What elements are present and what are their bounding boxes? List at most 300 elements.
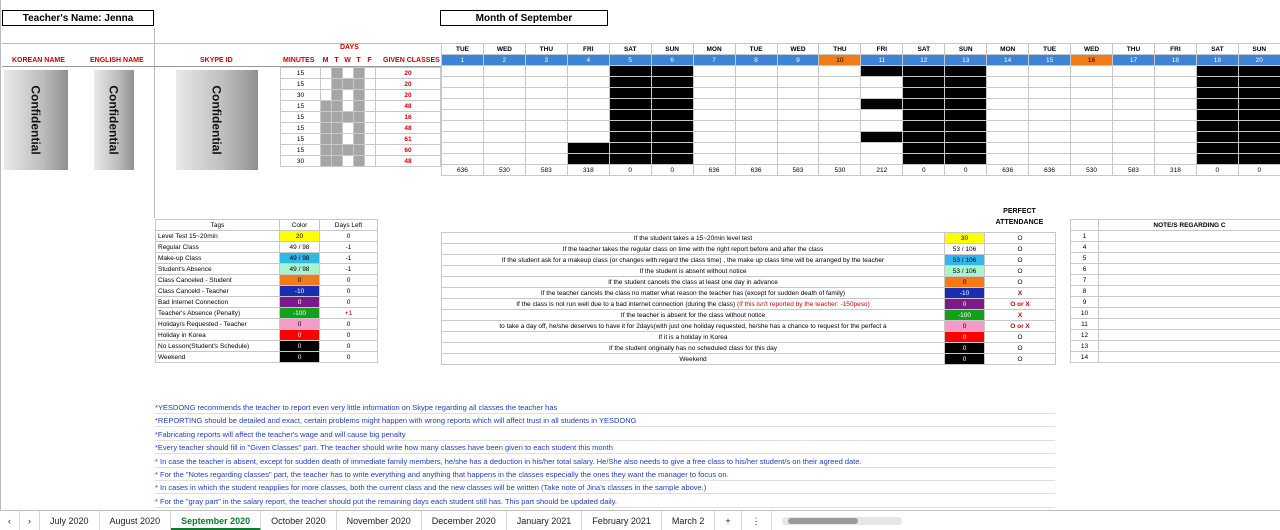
day-flag-cell[interactable] [354,68,365,79]
attendance-cell[interactable] [777,66,819,77]
attendance-cell[interactable] [1238,77,1280,88]
attendance-cell[interactable] [861,66,903,77]
total-cell: 583 [777,165,819,176]
attendance-cell[interactable] [735,143,777,154]
attendance-cell[interactable] [1113,88,1155,99]
day-flag-cell[interactable] [365,123,376,134]
attendance-cell[interactable] [1154,110,1196,121]
attendance-cell[interactable] [819,121,861,132]
attendance-cell[interactable] [1238,66,1280,77]
attendance-cell[interactable] [651,66,693,77]
day-flag-cell[interactable] [365,101,376,112]
attendance-cell[interactable] [693,121,735,132]
attendance-cell[interactable] [861,88,903,99]
attendance-cell[interactable] [651,77,693,88]
total-cell: 0 [1196,165,1238,176]
attendance-cell[interactable] [777,132,819,143]
attendance-cell[interactable] [735,88,777,99]
attendance-cell[interactable] [903,77,945,88]
attendance-cell[interactable] [693,99,735,110]
attendance-cell[interactable] [903,143,945,154]
attendance-cell[interactable] [609,88,651,99]
attendance-cell[interactable] [1071,121,1113,132]
minutes-cell[interactable]: 30 [281,90,321,101]
minutes-cell[interactable]: 15 [281,101,321,112]
day-flag-cell[interactable] [332,156,343,167]
note-number: 5 [1071,253,1099,264]
attendance-cell[interactable] [525,132,567,143]
day-flag-cell[interactable] [365,68,376,79]
attendance-cell[interactable] [1196,110,1238,121]
attendance-cell[interactable] [945,88,987,99]
day-flag-cell[interactable] [332,112,343,123]
attendance-cell[interactable] [861,121,903,132]
day-flag-cell[interactable] [365,79,376,90]
attendance-cell[interactable] [1029,66,1071,77]
given-classes-cell[interactable]: 48 [376,101,441,112]
day-flag-cell[interactable] [365,145,376,156]
attendance-cell[interactable] [525,143,567,154]
attendance-cell[interactable] [1238,88,1280,99]
attendance-cell[interactable] [1071,154,1113,165]
day-flag-cell[interactable] [365,156,376,167]
attendance-cell[interactable] [1113,77,1155,88]
attendance-cell[interactable] [735,132,777,143]
attendance-cell[interactable] [1154,77,1196,88]
note-cell[interactable] [1099,242,1280,253]
attendance-cell[interactable] [1196,143,1238,154]
given-classes-cell[interactable]: 60 [376,145,441,156]
attendance-cell[interactable] [1154,154,1196,165]
attendance-cell[interactable] [987,132,1029,143]
day-flag-cell[interactable] [321,123,332,134]
attendance-cell[interactable] [483,110,525,121]
attendance-cell[interactable] [1071,143,1113,154]
calendar-row [442,154,1280,165]
attendance-cell[interactable] [903,66,945,77]
attendance-cell[interactable] [861,132,903,143]
note-cell[interactable] [1099,297,1280,308]
attendance-cell[interactable] [1238,110,1280,121]
attendance-cell[interactable] [525,110,567,121]
attendance-cell[interactable] [483,88,525,99]
attendance-cell[interactable] [483,121,525,132]
attendance-cell[interactable] [1113,121,1155,132]
day-flag-cell[interactable] [365,112,376,123]
attendance-cell[interactable] [819,110,861,121]
attendance-cell[interactable] [777,110,819,121]
sheet-tab[interactable]: July 2020 [40,511,100,530]
sheet-tab[interactable]: January 2021 [507,511,583,530]
attendance-cell[interactable] [945,121,987,132]
day-flag-cell[interactable] [354,112,365,123]
minutes-cell[interactable]: 15 [281,68,321,79]
attendance-cell[interactable] [945,110,987,121]
given-classes-cell[interactable]: 20 [376,68,441,79]
day-flag-cell[interactable] [354,101,365,112]
attendance-cell[interactable] [651,88,693,99]
attendance-cell[interactable] [609,121,651,132]
attendance-cell[interactable] [1071,132,1113,143]
note-cell[interactable] [1099,319,1280,330]
sheet-tab[interactable]: December 2020 [422,511,507,530]
attendance-cell[interactable] [1071,99,1113,110]
attendance-cell[interactable] [1154,132,1196,143]
day-flag-cell[interactable] [343,101,354,112]
attendance-cell[interactable] [651,99,693,110]
day-flag-cell[interactable] [321,101,332,112]
attendance-cell[interactable] [735,121,777,132]
attendance-cell[interactable] [693,132,735,143]
note-number: 7 [1071,275,1099,286]
attendance-cell[interactable] [483,99,525,110]
attendance-cell[interactable] [442,121,484,132]
weekday-header: MON [987,44,1029,55]
attendance-cell[interactable] [819,66,861,77]
attendance-cell[interactable] [987,154,1029,165]
day-flag-cell[interactable] [321,79,332,90]
given-classes-cell[interactable]: 61 [376,134,441,145]
day-flag-cell[interactable] [343,123,354,134]
day-flag-cell[interactable] [343,68,354,79]
given-classes-cell[interactable]: 20 [376,90,441,101]
attendance-cell[interactable] [861,110,903,121]
given-classes-cell[interactable]: 48 [376,156,441,167]
day-flag-cell[interactable] [343,90,354,101]
attendance-cell[interactable] [1113,132,1155,143]
attendance-cell[interactable] [1196,77,1238,88]
attendance-cell[interactable] [609,154,651,165]
day-flag-cell[interactable] [354,145,365,156]
rule-attendance: O [985,343,1056,354]
attendance-cell[interactable] [987,77,1029,88]
day-flag-cell[interactable] [354,156,365,167]
day-flag-cell[interactable] [332,90,343,101]
day-flag-cell[interactable] [332,68,343,79]
attendance-cell[interactable] [777,154,819,165]
attendance-cell[interactable] [903,121,945,132]
attendance-cell[interactable] [693,77,735,88]
attendance-cell[interactable] [609,66,651,77]
attendance-cell[interactable] [1029,121,1071,132]
attendance-cell[interactable] [483,132,525,143]
attendance-cell[interactable] [567,110,609,121]
day-flag-cell[interactable] [321,134,332,145]
attendance-cell[interactable] [1196,99,1238,110]
sheet-tab[interactable]: February 2021 [582,511,662,530]
tabs-scroll-left-icon[interactable]: ‹ [0,511,20,530]
attendance-cell[interactable] [1238,121,1280,132]
total-cell: 583 [1113,165,1155,176]
attendance-cell[interactable] [651,110,693,121]
attendance-cell[interactable] [609,110,651,121]
attendance-cell[interactable] [1196,88,1238,99]
attendance-cell[interactable] [525,88,567,99]
attendance-cell[interactable] [1154,88,1196,99]
attendance-cell[interactable] [483,66,525,77]
sheet-tab[interactable]: October 2020 [261,511,337,530]
day-flag-cell[interactable] [343,156,354,167]
attendance-cell[interactable] [1113,66,1155,77]
note-cell[interactable] [1099,341,1280,352]
note-cell[interactable] [1099,286,1280,297]
attendance-cell[interactable] [567,66,609,77]
attendance-cell[interactable] [651,132,693,143]
attendance-cell[interactable] [1154,66,1196,77]
attendance-cell[interactable] [1113,110,1155,121]
attendance-cell[interactable] [861,77,903,88]
attendance-cell[interactable] [903,154,945,165]
rule-text: to take a day off, he/she deserves to have it for 2days(with just one holiday requested, he/she has a chance to request for the perfect a [442,321,945,332]
attendance-cell[interactable] [525,66,567,77]
attendance-cell[interactable] [777,88,819,99]
day-flag-cell[interactable] [332,101,343,112]
tabs-scroll-right-icon[interactable]: › [20,511,40,530]
attendance-cell[interactable] [945,77,987,88]
given-classes-cell[interactable]: 48 [376,123,441,134]
sheet-menu-icon[interactable]: ⋮ [742,511,772,530]
attendance-cell[interactable] [777,143,819,154]
attendance-cell[interactable] [442,110,484,121]
attendance-cell[interactable] [1071,88,1113,99]
attendance-cell[interactable] [1029,143,1071,154]
attendance-cell[interactable] [1071,110,1113,121]
tag-name: Level Test 15~20min [156,231,280,242]
attendance-cell[interactable] [442,154,484,165]
day-flag-cell[interactable] [332,134,343,145]
tag-name: Make-up Class [156,253,280,264]
weekday-header: FRI [567,44,609,55]
day-flag-cell[interactable] [321,90,332,101]
instruction-note: *REPORTING should be detailed and exact, certain problems might happen with wrong reports which will affect trust in all students in YESDONG [155,414,1055,427]
attendance-cell[interactable] [525,77,567,88]
attendance-cell[interactable] [1154,121,1196,132]
attendance-cell[interactable] [651,121,693,132]
day-flag-cell[interactable] [365,90,376,101]
attendance-cell[interactable] [735,77,777,88]
tag-days-left: 0 [320,297,378,308]
day-flag-cell[interactable] [321,156,332,167]
attendance-cell[interactable] [483,143,525,154]
minutes-cell[interactable]: 15 [281,134,321,145]
minutes-cell[interactable]: 30 [281,156,321,167]
attendance-cell[interactable] [903,88,945,99]
attendance-cell[interactable] [987,121,1029,132]
minutes-cell[interactable]: 15 [281,112,321,123]
attendance-cell[interactable] [483,77,525,88]
attendance-cell[interactable] [651,154,693,165]
minutes-cell[interactable]: 15 [281,123,321,134]
attendance-cell[interactable] [651,143,693,154]
minutes-cell[interactable]: 15 [281,145,321,156]
attendance-cell[interactable] [819,99,861,110]
day-flag-cell[interactable] [354,134,365,145]
sheet-tab[interactable]: March 2 [662,511,716,530]
attendance-cell[interactable] [987,110,1029,121]
note-cell[interactable] [1099,264,1280,275]
attendance-cell[interactable] [903,99,945,110]
attendance-cell[interactable] [819,132,861,143]
attendance-cell[interactable] [861,154,903,165]
attendance-cell[interactable] [1113,143,1155,154]
day-flag-cell[interactable] [343,79,354,90]
rule-value: 0 [945,343,985,354]
total-cell: 583 [525,165,567,176]
attendance-cell[interactable] [1029,132,1071,143]
tag-days-left: 0 [320,319,378,330]
attendance-cell[interactable] [442,77,484,88]
calendar-row [442,110,1280,121]
attendance-cell[interactable] [903,110,945,121]
note-cell[interactable] [1099,352,1280,363]
attendance-cell[interactable] [1113,99,1155,110]
attendance-cell[interactable] [819,143,861,154]
attendance-cell[interactable] [1071,77,1113,88]
attendance-cell[interactable] [1238,154,1280,165]
attendance-cell[interactable] [567,99,609,110]
day-flag-cell[interactable] [354,79,365,90]
attendance-cell[interactable] [819,77,861,88]
attendance-cell[interactable] [945,99,987,110]
given-classes-cell[interactable]: 16 [376,112,441,123]
day-flag-cell[interactable] [365,134,376,145]
attendance-cell[interactable] [819,88,861,99]
attendance-cell[interactable] [735,154,777,165]
attendance-cell[interactable] [693,66,735,77]
note-cell[interactable] [1099,308,1280,319]
total-cell: 636 [442,165,484,176]
tag-days-left: -1 [320,264,378,275]
tag-row [156,275,378,286]
tag-row [156,297,378,308]
day-flag-cell[interactable] [332,145,343,156]
attendance-cell[interactable] [442,88,484,99]
attendance-cell[interactable] [1196,121,1238,132]
attendance-cell[interactable] [567,132,609,143]
attendance-cell[interactable] [693,143,735,154]
attendance-cell[interactable] [1029,88,1071,99]
attendance-cell[interactable] [1029,110,1071,121]
attendance-cell[interactable] [987,99,1029,110]
attendance-cell[interactable] [693,110,735,121]
attendance-cell[interactable] [945,154,987,165]
attendance-cell[interactable] [819,154,861,165]
attendance-cell[interactable] [1154,143,1196,154]
sheet-tab[interactable]: November 2020 [337,511,422,530]
note-cell[interactable] [1099,330,1280,341]
attendance-cell[interactable] [1238,132,1280,143]
attendance-cell[interactable] [525,121,567,132]
day-flag-cell[interactable] [354,90,365,101]
sheet-tab[interactable]: August 2020 [100,511,172,530]
day-flag-cell[interactable] [343,112,354,123]
attendance-cell[interactable] [1238,143,1280,154]
attendance-cell[interactable] [777,121,819,132]
attendance-cell[interactable] [735,110,777,121]
attendance-cell[interactable] [945,132,987,143]
attendance-cell[interactable] [567,88,609,99]
day-flag-cell[interactable] [321,145,332,156]
col-korean-name: KOREAN NAME [12,57,65,64]
attendance-cell[interactable] [567,143,609,154]
day-flag-cell[interactable] [321,68,332,79]
attendance-cell[interactable] [987,66,1029,77]
note-cell[interactable] [1099,275,1280,286]
date-header: 10 [819,55,861,66]
horizontal-scrollbar[interactable] [782,517,902,525]
attendance-cell[interactable] [693,88,735,99]
attendance-cell[interactable] [1196,154,1238,165]
attendance-cell[interactable] [609,143,651,154]
rule-attendance: O [985,277,1056,288]
add-sheet-icon[interactable]: + [715,511,741,530]
attendance-cell[interactable] [567,121,609,132]
attendance-cell[interactable] [525,99,567,110]
sheet-tab[interactable]: September 2020 [171,511,261,530]
attendance-cell[interactable] [442,143,484,154]
attendance-cell[interactable] [777,77,819,88]
attendance-cell[interactable] [442,99,484,110]
attendance-cell[interactable] [525,154,567,165]
tag-row [156,264,378,275]
attendance-cell[interactable] [987,143,1029,154]
attendance-cell[interactable] [987,88,1029,99]
attendance-cell[interactable] [1196,66,1238,77]
attendance-cell[interactable] [945,143,987,154]
day-flag-cell[interactable] [332,79,343,90]
note-cell[interactable] [1099,231,1280,242]
attendance-cell[interactable] [1071,66,1113,77]
attendance-cell[interactable] [777,99,819,110]
day-flag-cell[interactable] [343,134,354,145]
note-cell[interactable] [1099,253,1280,264]
attendance-cell[interactable] [483,154,525,165]
day-flag-cell[interactable] [321,112,332,123]
attendance-cell[interactable] [1029,77,1071,88]
sheet-tabs [0,510,1280,530]
day-flag-cell[interactable] [343,145,354,156]
attendance-cell[interactable] [735,66,777,77]
given-classes-cell[interactable]: 20 [376,79,441,90]
instruction-note: * In cases in which the student reapplies for more classes, both the current class and the new classes will be written (Take note of Jina's classes in the sample above.) [155,481,1055,494]
attendance-cell[interactable] [567,77,609,88]
tag-name: Teacher's Absence (Penalty) [156,308,280,319]
attendance-cell[interactable] [861,143,903,154]
attendance-cell[interactable] [1238,99,1280,110]
attendance-cell[interactable] [1029,99,1071,110]
day-flag-cell[interactable] [354,123,365,134]
attendance-cell[interactable] [609,132,651,143]
attendance-cell[interactable] [1113,154,1155,165]
minutes-cell[interactable]: 15 [281,79,321,90]
attendance-cell[interactable] [861,99,903,110]
attendance-cell[interactable] [442,66,484,77]
attendance-cell[interactable] [693,154,735,165]
attendance-cell[interactable] [442,132,484,143]
attendance-cell[interactable] [1154,99,1196,110]
notes-table [1070,219,1280,363]
attendance-cell[interactable] [903,132,945,143]
attendance-cell[interactable] [609,77,651,88]
attendance-cell[interactable] [1196,132,1238,143]
notes-header: NOTE/S REGARDING C [1099,220,1280,231]
attendance-cell[interactable] [567,154,609,165]
attendance-cell[interactable] [735,99,777,110]
day-flag-cell[interactable] [332,123,343,134]
attendance-cell[interactable] [1029,154,1071,165]
attendance-cell[interactable] [609,99,651,110]
attendance-cell[interactable] [945,66,987,77]
